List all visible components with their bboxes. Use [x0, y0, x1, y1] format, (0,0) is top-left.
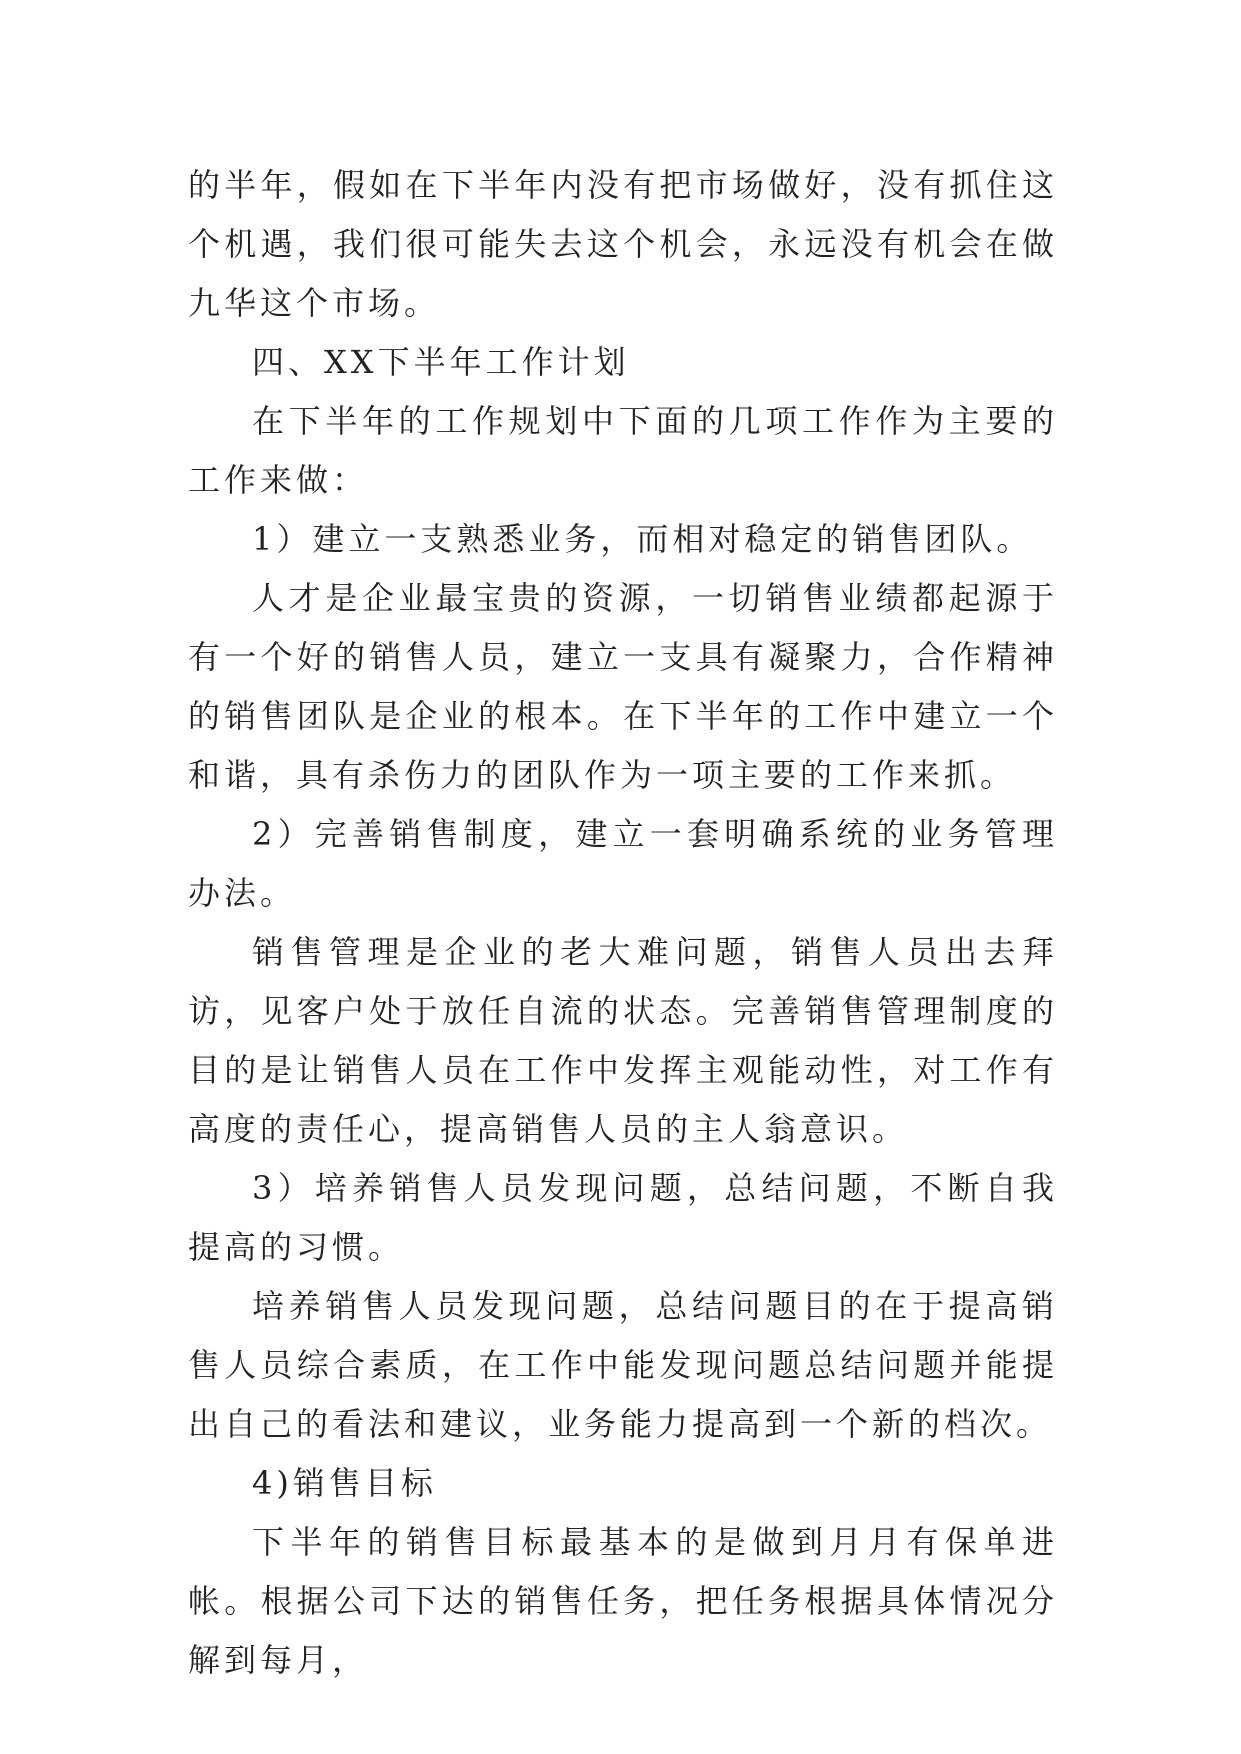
- paragraph: 的半年，假如在下半年内没有把市场做好，没有抓住这个机遇，我们很可能失去这个机会，永远没有机会在做九华这个市场。: [188, 166, 1058, 322]
- paragraph: 销售管理是企业的老大难问题，销售人员出去拜访，见客户处于放任自流的状态。完善销售管理制度的目的是让销售人员在工作中发挥主观能动性，对工作有高度的责任心，提高销售人员的主人翁意识。: [188, 933, 1058, 1148]
- list-item-heading: 4)销售目标: [252, 1464, 437, 1502]
- list-item-heading: 3）培养销售人员发现问题，总结问题，不断自我提高的习惯。: [188, 1169, 1058, 1266]
- paragraph: 培养销售人员发现问题，总结问题目的在于提高销售人员综合素质，在工作中能发现问题总结问题并能提出自己的看法和建议，业务能力提高到一个新的档次。: [188, 1287, 1058, 1443]
- list-item-heading: 1）建立一支熟悉业务，而相对稳定的销售团队。: [252, 520, 1033, 558]
- paragraph: 在下半年的工作规划中下面的几项工作作为主要的工作来做：: [188, 402, 1058, 499]
- section-heading: 四、XX下半年工作计划: [252, 343, 630, 381]
- paragraph: 下半年的销售目标最基本的是做到月月有保单进帐。根据公司下达的销售任务，把任务根据具体情况分解到每月，: [188, 1523, 1058, 1679]
- document-body: [188, 156, 1058, 1690]
- paragraph: 人才是企业最宝贵的资源，一切销售业绩都起源于有一个好的销售人员，建立一支具有凝聚力，合作精神的销售团队是企业的根本。在下半年的工作中建立一个和谐，具有杀伤力的团队作为一项主要的工作来抓。: [188, 579, 1058, 794]
- list-item-heading: 2）完善销售制度，建立一套明确系统的业务管理办法。: [188, 815, 1058, 912]
